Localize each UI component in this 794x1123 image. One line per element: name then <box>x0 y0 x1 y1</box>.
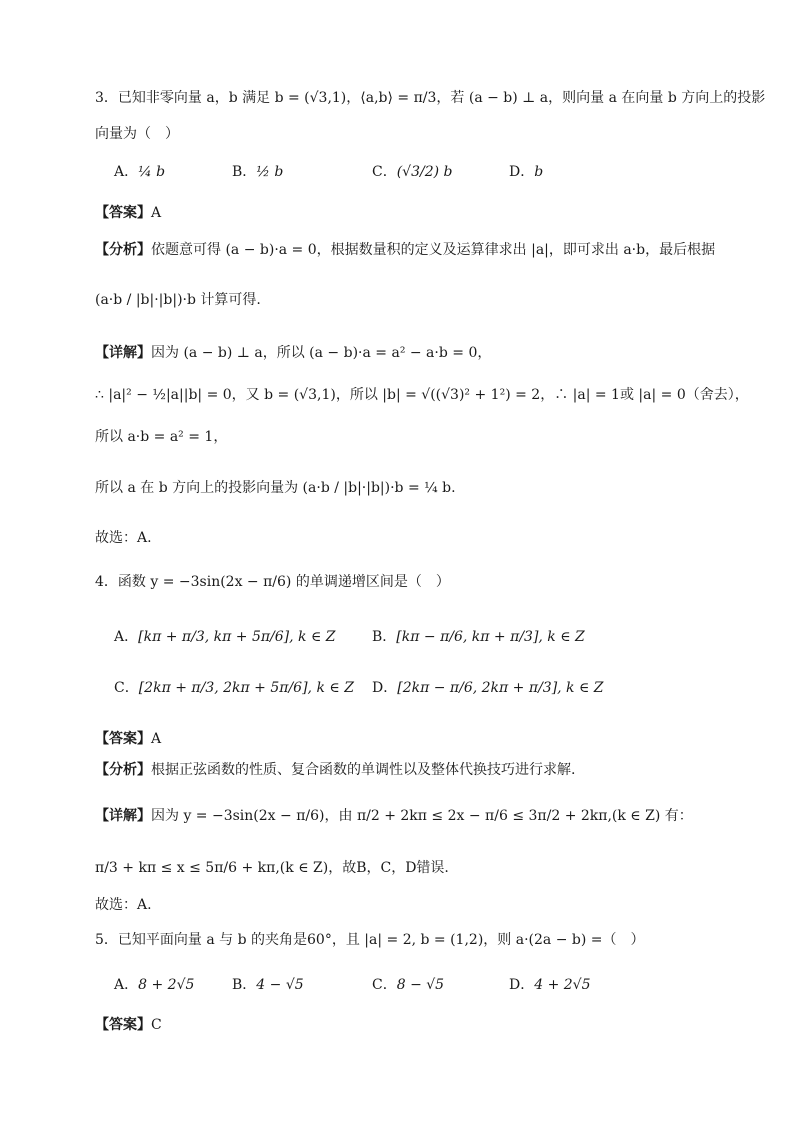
option-value: [kπ − π/6, kπ + π/3], k ∈ Z <box>396 629 585 645</box>
option-label: A． <box>114 164 139 180</box>
q3-option-b <box>232 162 283 182</box>
option-label: A． <box>114 977 139 993</box>
option-value: 4 − √5 <box>256 977 304 993</box>
answer-value: C <box>151 1017 162 1033</box>
q3-detail-line1 <box>95 343 491 363</box>
detail-tag: 【详解】 <box>95 345 151 361</box>
answer-tag: 【答案】 <box>95 731 151 747</box>
q4-stem: 4．函数 y = −3sin(2x − π/6) 的单调递增区间是（ ） <box>95 574 450 590</box>
q4-option-b <box>372 627 585 647</box>
q3-analysis-line2: (a·b / |b|·|b|)·b 计算可得. <box>95 292 261 308</box>
q5-stem: 5．已知平面向量 a 与 b 的夹角是60°，且 |a| = 2, b = (1,2)，则 a·(2a − b) =（ ） <box>95 932 645 948</box>
q3-option-a <box>114 162 165 182</box>
q4-option-c <box>114 678 354 698</box>
analysis-tag: 【分析】 <box>95 242 151 258</box>
option-value: (√3/2) b <box>396 164 453 180</box>
analysis-text: 依题意可得 (a − b)·a = 0，根据数量积的定义及运算律求出 |a|，即可求出 a·b，最后根据 <box>151 242 716 258</box>
q5-option-d <box>509 975 591 995</box>
option-label: C． <box>372 164 397 180</box>
analysis-text: 根据正弦函数的性质、复合函数的单调性以及整体代换技巧进行求解. <box>151 762 576 778</box>
option-value: 8 + 2√5 <box>138 977 195 993</box>
option-value: 8 − √5 <box>396 977 445 993</box>
option-value: [kπ + π/3, kπ + 5π/6], k ∈ Z <box>138 629 336 645</box>
answer-tag: 【答案】 <box>95 1017 151 1033</box>
answer-value: A <box>151 731 162 747</box>
q4-choice: 故选：A. <box>95 897 152 913</box>
option-label: D． <box>509 977 535 993</box>
q5-answer <box>95 1015 162 1035</box>
q3-choice: 故选：A. <box>95 530 152 546</box>
q3-option-d <box>509 162 543 182</box>
option-label: B． <box>372 629 397 645</box>
answer-value: A <box>151 205 162 221</box>
option-label: B． <box>232 164 257 180</box>
option-label: D． <box>509 164 535 180</box>
option-label: C． <box>372 977 397 993</box>
detail-text: 因为 y = −3sin(2x − π/6)，由 π/2 + 2kπ ≤ 2x − π/6 ≤ 3π/2 + 2kπ,(k ∈ Z) 有： <box>151 808 693 824</box>
option-value: ¼ b <box>138 164 166 180</box>
q3-detail-line2: ∴ |a|² − ½|a||b| = 0，又 b = (√3,1)，所以 |b| = √((√3)² + 1²) = 2，∴ |a| = 1或 |a| = 0（舍去）， <box>95 387 749 403</box>
q3-detail-line3: 所以 a·b = a² = 1， <box>95 429 228 445</box>
detail-text: 因为 (a − b) ⊥ a，所以 (a − b)·a = a² − a·b = 0， <box>151 345 492 361</box>
q3-stem-line2: 向量为（ ） <box>95 126 179 142</box>
q5-option-a <box>114 975 194 995</box>
analysis-tag: 【分析】 <box>95 762 151 778</box>
q5-option-b <box>232 975 304 995</box>
option-label: D． <box>372 680 398 696</box>
option-value: ½ b <box>256 164 284 180</box>
q4-option-d <box>372 678 604 698</box>
option-label: C． <box>114 680 139 696</box>
option-value: [2kπ + π/3, 2kπ + 5π/6], k ∈ Z <box>138 680 354 696</box>
option-value: [2kπ − π/6, 2kπ + π/3], k ∈ Z <box>397 680 604 696</box>
q4-detail-line1 <box>95 806 693 826</box>
q3-answer <box>95 203 161 223</box>
option-value: b <box>534 164 544 180</box>
q4-analysis <box>95 760 575 780</box>
q3-detail-line4: 所以 a 在 b 方向上的投影向量为 (a·b / |b|·|b|)·b = ¼ b. <box>95 480 456 496</box>
answer-tag: 【答案】 <box>95 205 151 221</box>
option-value: 4 + 2√5 <box>534 977 591 993</box>
q3-analysis-line1 <box>95 240 715 260</box>
q3-option-c <box>372 162 453 182</box>
q3-stem-line1: 3．已知非零向量 a，b 满足 b = (√3,1)，⟨a,b⟩ = π/3，若 (a − b) ⊥ a，则向量 a 在向量 b 方向上的投影 <box>95 90 766 106</box>
option-label: B． <box>232 977 257 993</box>
option-label: A． <box>114 629 139 645</box>
detail-tag: 【详解】 <box>95 808 151 824</box>
q4-answer <box>95 729 161 749</box>
q5-option-c <box>372 975 444 995</box>
q4-option-a <box>114 627 336 647</box>
q4-detail-line2: π/3 + kπ ≤ x ≤ 5π/6 + kπ,(k ∈ Z)，故B，C，D错误. <box>95 860 449 876</box>
